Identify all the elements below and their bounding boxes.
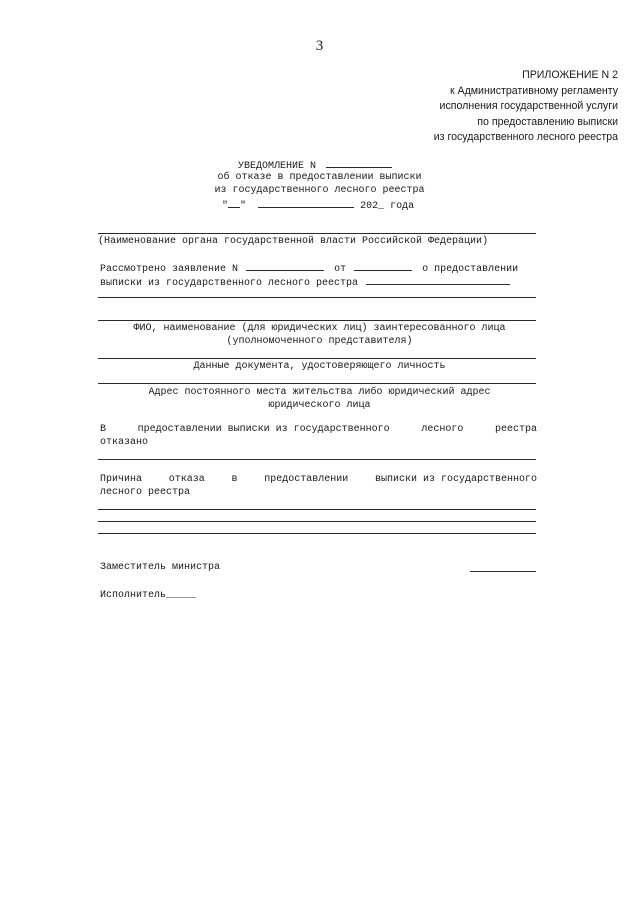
appendix-line: по предоставлению выписки xyxy=(477,115,618,128)
reason-line xyxy=(98,533,536,534)
reason-word: выписки из государственного xyxy=(374,474,537,485)
refusal-word: В xyxy=(100,424,107,435)
address-line xyxy=(98,383,536,384)
considered-from: от xyxy=(334,264,347,275)
reason-row xyxy=(100,474,537,485)
executor-label: Исполнитель xyxy=(100,590,167,601)
deputy-signature-line xyxy=(470,571,536,572)
document-line xyxy=(98,358,536,359)
reason-line xyxy=(98,509,536,510)
reason-word: отказа xyxy=(168,474,205,485)
refusal-word: лесного xyxy=(421,424,464,435)
appendix-line: из государственного лесного реестра xyxy=(433,131,618,144)
notice-date-row xyxy=(222,198,414,212)
executor-row xyxy=(100,590,196,601)
reason-word: в xyxy=(231,474,238,485)
considered-row xyxy=(100,261,518,275)
page-number: 3 xyxy=(315,38,324,54)
date-quote-close: " xyxy=(240,201,247,212)
authority-caption: (Наименование органа государственной власти Российской Федерации) xyxy=(98,236,489,247)
executor-blank: _____ xyxy=(166,590,197,601)
document-caption: Данные документа, удостоверяющего личность xyxy=(193,361,446,372)
address-caption: Адрес постоянного места жительства либо юридический адрес xyxy=(148,387,491,398)
appendix-title: ПРИЛОЖЕНИЕ N 2 xyxy=(522,69,618,81)
considered-about: о предоставлении xyxy=(422,264,519,275)
authority-line xyxy=(98,233,536,234)
notice-number-blank xyxy=(326,158,392,168)
considered-prefix: Рассмотрено заявление N xyxy=(100,264,239,275)
date-day-blank xyxy=(228,198,240,208)
considered-row-2 xyxy=(100,275,510,289)
refusal-word: реестра xyxy=(494,424,537,435)
deputy-minister-label: Заместитель министра xyxy=(100,562,221,573)
considered-blank xyxy=(366,275,510,285)
applicant-caption: ФИО, наименование (для юридических лиц) заинтересованного лица xyxy=(133,323,506,334)
notice-subtitle: из государственного лесного реестра xyxy=(214,185,425,196)
application-number-blank xyxy=(246,261,324,271)
refusal-row xyxy=(100,424,537,435)
refusal-line xyxy=(98,459,536,460)
applicant-caption: (уполномоченного представителя) xyxy=(226,336,413,347)
appendix-line: исполнения государственной услуги xyxy=(439,100,618,113)
applicant-line xyxy=(98,320,536,321)
notice-title-row xyxy=(238,158,392,172)
notice-title: УВЕДОМЛЕНИЕ N xyxy=(238,161,317,172)
blank-line xyxy=(98,297,536,298)
notice-subtitle: об отказе в предоставлении выписки xyxy=(217,172,422,183)
date-year-word: года xyxy=(390,201,415,212)
reason-word: Причина xyxy=(100,474,143,485)
appendix-line: к Административному регламенту xyxy=(449,84,618,97)
date-month-blank xyxy=(258,198,354,208)
date-year: 202_ xyxy=(360,201,385,212)
refusal-line2: отказано xyxy=(100,437,149,448)
reason-line2: лесного реестра xyxy=(100,487,191,498)
address-caption: юридического лица xyxy=(268,400,371,411)
reason-line xyxy=(98,521,536,522)
considered-line2: выписки из государственного лесного реестра xyxy=(100,278,359,289)
date-quote-open: " xyxy=(222,201,229,212)
refusal-word: предоставлении выписки из государственного xyxy=(137,424,390,435)
appendix-header xyxy=(434,68,618,146)
reason-word: предоставлении xyxy=(264,474,349,485)
application-date-blank xyxy=(354,261,412,271)
